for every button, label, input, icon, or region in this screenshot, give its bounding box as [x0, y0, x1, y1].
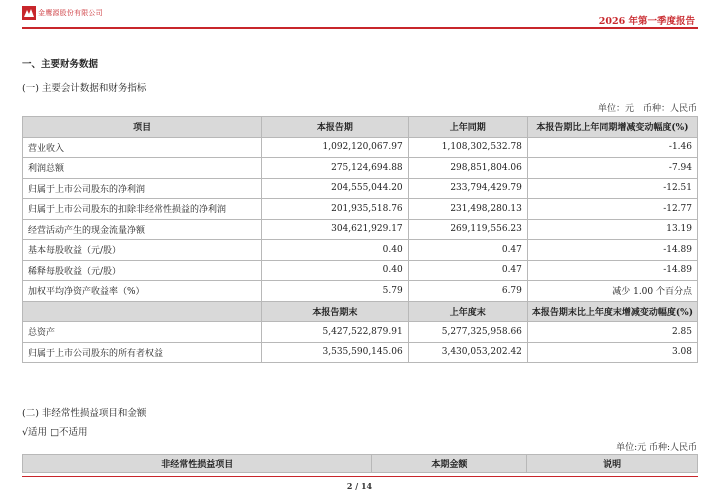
row-label: 利润总额 — [23, 158, 262, 179]
current-period-value: 1,092,120,067.97 — [262, 137, 409, 158]
currency-unit-label-2: 单位:元 币种:人民币 — [616, 443, 697, 453]
prior-period-value: 233,794,429.79 — [408, 178, 527, 199]
current-period-value: 201,935,518.76 — [262, 199, 409, 220]
prior-period-value: 1,108,302,532.78 — [408, 137, 527, 158]
column-subheader: 本报告期末比上年度末增减变动幅度(%) — [527, 301, 697, 322]
change-value: -12.51 — [527, 178, 697, 199]
table-row — [23, 199, 698, 220]
prior-period-value: 298,851,804.06 — [408, 158, 527, 179]
row-label: 加权平均净资产收益率（%） — [23, 281, 262, 302]
change-value: -14.89 — [527, 240, 697, 261]
table-row — [23, 137, 698, 158]
row-label: 归属于上市公司股东的扣除非经常性损益的净利润 — [23, 199, 262, 220]
current-period-value: 275,124,694.88 — [262, 158, 409, 179]
period-end-value: 3,535,590,145.06 — [262, 342, 409, 363]
change-value: 13.19 — [527, 219, 697, 240]
table-row — [23, 342, 698, 363]
prior-period-value: 0.47 — [408, 260, 527, 281]
current-period-value: 0.40 — [262, 260, 409, 281]
table-header-row — [23, 455, 698, 473]
column-subheader: 上年度末 — [408, 301, 527, 322]
table-row — [23, 240, 698, 261]
column-header: 本报告期比上年同期增减变动幅度(%) — [527, 117, 697, 138]
key-financial-table — [22, 116, 698, 363]
column-header: 项目 — [23, 117, 262, 138]
change-value: 减少 1.00 个百分点 — [527, 281, 697, 302]
row-label: 归属于上市公司股东的所有者权益 — [23, 342, 262, 363]
current-period-value: 304,621,929.17 — [262, 219, 409, 240]
row-label: 总资产 — [23, 322, 262, 343]
row-label: 基本每股收益（元/股） — [23, 240, 262, 261]
column-header: 本报告期 — [262, 117, 409, 138]
page-header — [0, 0, 719, 30]
change-value: 2.85 — [527, 322, 697, 343]
change-value: -7.94 — [527, 158, 697, 179]
period-end-value: 5,427,522,879.91 — [262, 322, 409, 343]
report-title: 2026 年第一季度报告 — [598, 16, 695, 27]
prior-period-value: 0.47 — [408, 240, 527, 261]
current-period-value: 204,555,044.20 — [262, 178, 409, 199]
column-header: 说明 — [527, 455, 698, 473]
row-label: 经营活动产生的现金流量净额 — [23, 219, 262, 240]
prior-year-end-value: 3,430,053,202.42 — [408, 342, 527, 363]
page-number: 2 / 14 — [346, 481, 373, 491]
change-value: 3.08 — [527, 342, 697, 363]
table-row — [23, 322, 698, 343]
nonrecurring-items-table — [22, 454, 698, 473]
table-row — [23, 178, 698, 199]
table-subheader-row — [23, 301, 698, 322]
table-row — [23, 219, 698, 240]
column-header: 上年同期 — [408, 117, 527, 138]
applicability-checkbox-line: √适用 □不适用 — [22, 427, 88, 438]
company-logo — [22, 6, 103, 20]
logo-text: 金鹰源股份有限公司 — [38, 9, 103, 17]
table-header-row — [23, 117, 698, 138]
column-subheader: 本报告期末 — [262, 301, 409, 322]
row-label: 稀释每股收益（元/股） — [23, 260, 262, 281]
subsection-heading-nonrecurring: (二) 非经常性损益项目和金额 — [22, 408, 147, 419]
prior-period-value: 269,119,556.23 — [408, 219, 527, 240]
row-label: 营业收入 — [23, 137, 262, 158]
column-header: 本期金额 — [372, 455, 527, 473]
subsection-heading: (一) 主要会计数据和财务指标 — [22, 83, 147, 94]
change-value: -14.89 — [527, 260, 697, 281]
table-row — [23, 158, 698, 179]
prior-period-value: 231,498,280.13 — [408, 199, 527, 220]
current-period-value: 0.40 — [262, 240, 409, 261]
currency-unit-label: 单位：元 币种：人民币 — [597, 104, 697, 114]
change-value: -12.77 — [527, 199, 697, 220]
section-heading: 一、主要财务数据 — [22, 59, 99, 70]
prior-year-end-value: 5,277,325,958.66 — [408, 322, 527, 343]
prior-period-value: 6.79 — [408, 281, 527, 302]
table-row — [23, 260, 698, 281]
change-value: -1.46 — [527, 137, 697, 158]
footer-divider — [22, 476, 698, 477]
table-row — [23, 281, 698, 302]
subheader-blank-cell — [23, 301, 262, 322]
column-header: 非经常性损益项目 — [23, 455, 372, 473]
current-period-value: 5.79 — [262, 281, 409, 302]
header-divider — [22, 27, 698, 29]
company-logo-icon — [22, 6, 36, 20]
row-label: 归属于上市公司股东的净利润 — [23, 178, 262, 199]
